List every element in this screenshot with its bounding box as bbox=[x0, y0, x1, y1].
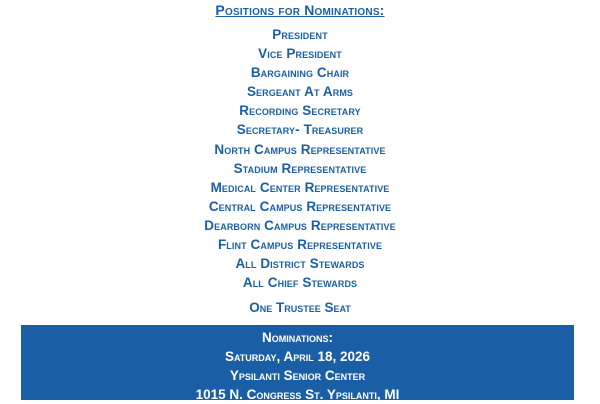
banner-date: Saturday, April 18, 2026 bbox=[224, 349, 371, 364]
position-all-chief-stewards: All Chief Stewards bbox=[242, 275, 358, 291]
trustee-seat: One Trustee Seat bbox=[249, 300, 351, 315]
positions-list bbox=[0, 25, 600, 292]
position-dearborn-campus-rep: Dearborn Campus Representative bbox=[204, 217, 396, 233]
position-president: President bbox=[272, 27, 328, 42]
banner-address: 1015 N. Congress St. Ypsilanti, MI bbox=[195, 387, 400, 402]
position-all-district-stewards: All District Stewards bbox=[235, 256, 365, 272]
position-medical-center-rep: Medical Center Representative bbox=[210, 179, 390, 195]
position-central-campus-rep: Central Campus Representative bbox=[208, 198, 392, 214]
banner-title: Nominations: bbox=[261, 330, 334, 345]
positions-heading: Positions for Nominations: bbox=[215, 2, 385, 18]
position-bargaining-chair: Bargaining Chair bbox=[250, 65, 350, 81]
nominations-banner bbox=[21, 325, 574, 400]
position-sergeant-at-arms: Sergeant At Arms bbox=[246, 84, 354, 100]
banner-venue: Ypsilanti Senior Center bbox=[229, 368, 366, 383]
position-recording-secretary: Recording Secretary bbox=[239, 103, 361, 119]
position-stadium-rep: Stadium Representative bbox=[233, 160, 367, 176]
position-flint-campus-rep: Flint Campus Representative bbox=[217, 237, 383, 253]
position-vice-president: Vice President bbox=[258, 46, 342, 62]
position-north-campus-rep: North Campus Representative bbox=[214, 141, 386, 157]
position-secretary-treasurer: Secretary- Treasurer bbox=[236, 122, 364, 138]
